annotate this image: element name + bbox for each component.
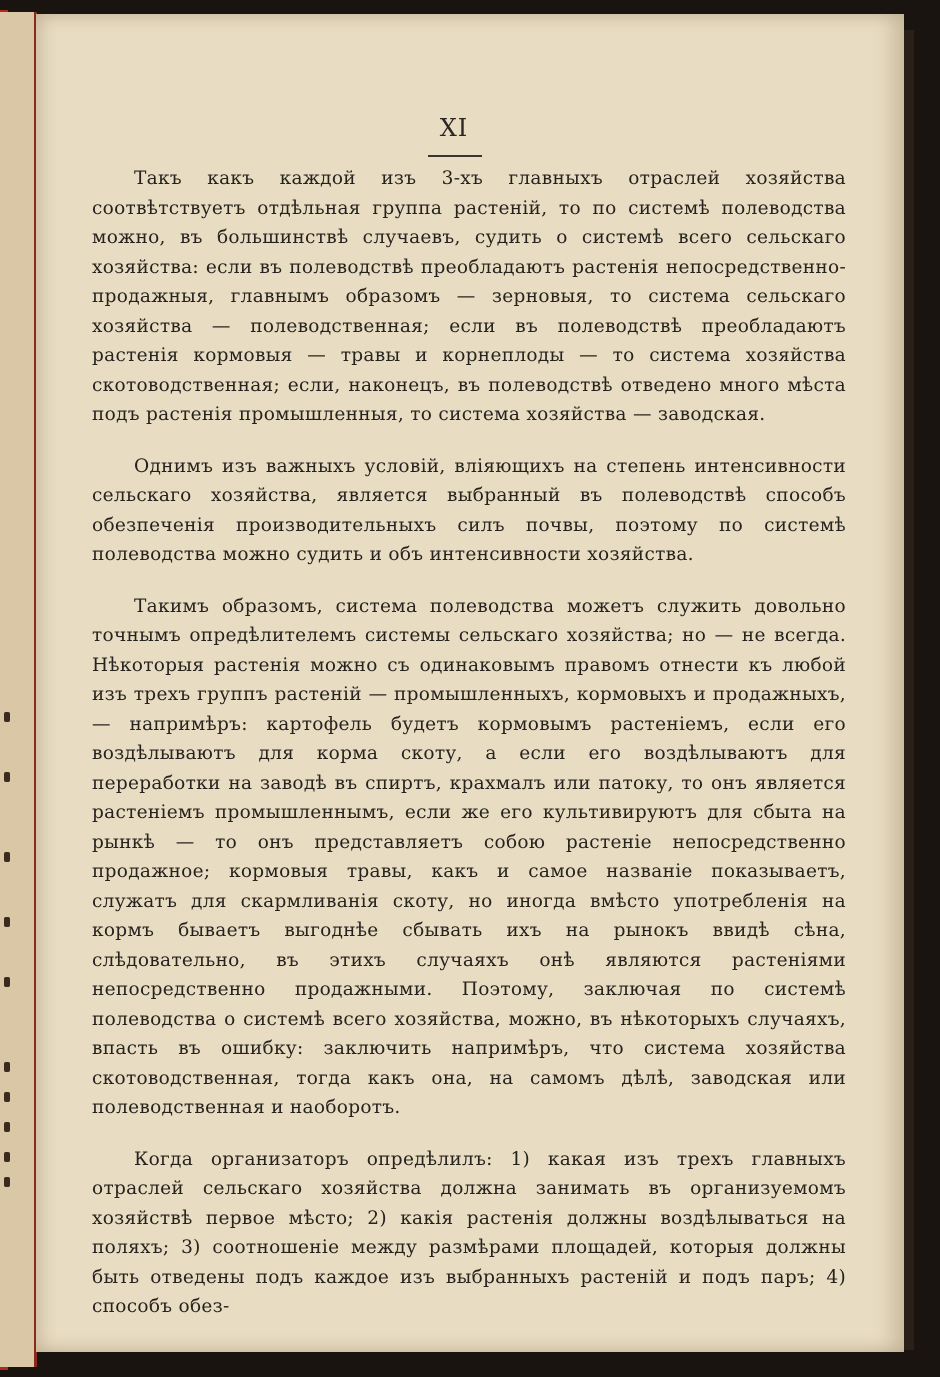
ink-mark bbox=[4, 772, 10, 782]
ink-mark bbox=[4, 1177, 10, 1187]
paragraph-4: Когда организаторъ опредѣлилъ: 1) какая изъ трехъ главныхъ отраслей сельскаго хозяйства должна занимать въ организуемомъ хозяйствѣ первое мѣсто; 2) какія растенія должны воздѣлываться на поляхъ; 3) соотношеніе между размѣрами площадей, которыя должны быть отведены подъ каждое изъ выбранныхъ растеній и подъ паръ; 4) способъ обез- bbox=[92, 1148, 846, 1317]
previous-page-edge bbox=[0, 12, 37, 1367]
ink-mark bbox=[4, 1152, 10, 1162]
book-page bbox=[36, 14, 904, 1352]
ink-mark bbox=[4, 917, 10, 927]
body-text bbox=[92, 164, 846, 1344]
ink-mark bbox=[4, 1092, 10, 1102]
paragraph-3: Такимъ образомъ, система полеводства можетъ служить довольно точнымъ опредѣлителемъ системы сельскаго хозяйства; но — не всегда. Нѣкоторыя растенія можно съ одинаковымъ правомъ отнести къ любой изъ трехъ группъ растеній — промышленныхъ, кормовыхъ и продажныхъ, — напримѣръ: картофель будетъ кормовымъ растеніемъ, если его воздѣлываютъ для корма скоту, а если его воздѣлываютъ для переработки на заводѣ въ спиртъ, крахмалъ или патоку, то онъ является растеніемъ промышленнымъ, если же его культивируютъ для сбыта на рынкѣ — то онъ представляетъ собою растеніе непосредственно продажное; кормовыя травы, какъ и самое названіе показываетъ, служатъ для скармливанія скоту, но иногда вмѣсто употребленія на кормъ бываетъ выгоднѣе сбывать ихъ на рынокъ ввидѣ сѣна, слѣдовательно, въ этихъ случаяхъ онѣ являются растеніями непосредственно продажными. Поэтому, заключая по системѣ полеводства о системѣ всего хозяйства, можно, въ нѣкоторыхъ случаяхъ, впасть въ ошибку: заключить напримѣръ, что система хозяйства скотоводственная, тогда какъ она, на самомъ дѣлѣ, заводская или полеводственная и наоборотъ. bbox=[92, 595, 846, 1118]
ink-mark bbox=[4, 712, 10, 722]
ink-mark bbox=[4, 1122, 10, 1132]
ink-mark bbox=[4, 977, 10, 987]
ink-mark bbox=[4, 852, 10, 862]
page-number-rule bbox=[428, 155, 482, 157]
paragraph-2: Однимъ изъ важныхъ условій, вліяющихъ на степень интенсивности сельскаго хозяйства, является выбранный въ полеводствѣ способъ обезпеченія производительныхъ силъ почвы, поэтому по системѣ полеводства можно судить и объ интенсивности хозяйства. bbox=[92, 455, 846, 565]
page-number: XI bbox=[439, 114, 469, 142]
paragraph-1: Такъ какъ каждой изъ 3-хъ главныхъ отраслей хозяйства соотвѣтствуетъ отдѣльная группа растеній, то по системѣ полеводства можно, въ большинствѣ случаевъ, судить о системѣ всего сельскаго хозяйства: если въ полеводствѣ преобладаютъ растенія непосредственно-продажныя, главнымъ образомъ — зерновыя, то система сельскаго хозяйства — полеводственная; если въ полеводствѣ преобладаютъ растенія кормовыя — травы и корнеплоды — то система хозяйства скотоводственная; если, наконецъ, въ полеводствѣ отведено много мѣста подъ растенія промышленныя, то система хозяйства — заводская. bbox=[92, 168, 846, 425]
page-right-edge bbox=[904, 30, 914, 1350]
ink-mark bbox=[4, 1062, 10, 1072]
